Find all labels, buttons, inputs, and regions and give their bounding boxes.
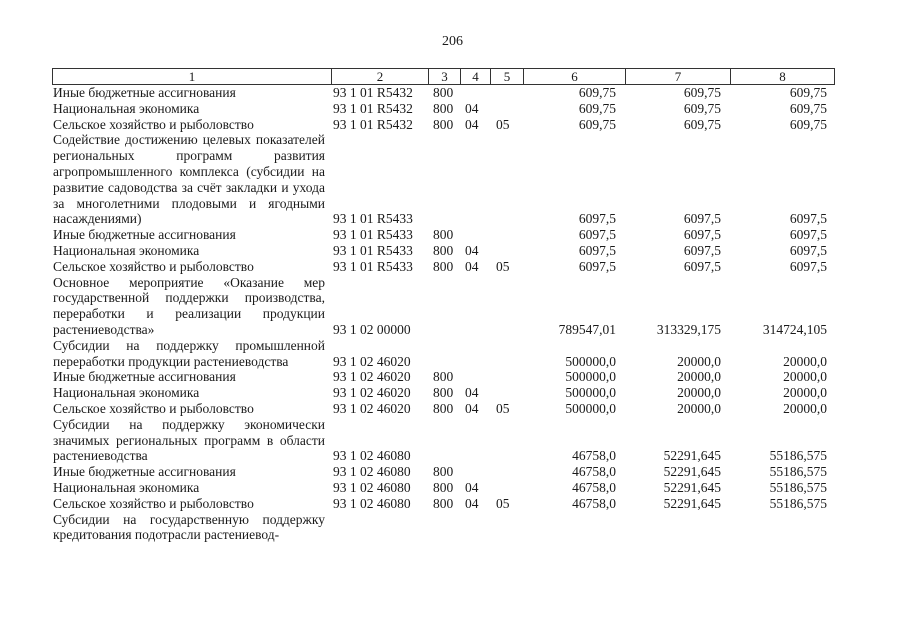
row-value-col-8: 314724,105 (762, 321, 827, 337)
row-value-col-7: 20000,0 (677, 369, 721, 385)
row-col-3: 800 (433, 400, 454, 416)
table-row (0, 275, 905, 338)
row-col-3: 800 (433, 242, 454, 258)
row-code: 93 1 02 46020 (333, 385, 411, 401)
row-value-col-7: 6097,5 (683, 211, 721, 227)
header-col-6: 6 (524, 69, 626, 84)
header-col-3: 3 (429, 69, 461, 84)
row-name: Национальная экономика (53, 479, 200, 495)
row-col-5: 05 (496, 400, 510, 416)
row-value-col-6: 609,75 (578, 116, 616, 132)
row-name: Сельское хозяйство и рыболовство (53, 258, 254, 274)
row-col-3: 800 (433, 85, 454, 100)
page-number: 206 (442, 34, 463, 49)
row-value-col-8: 55186,575 (769, 479, 827, 495)
row-col-5: 05 (496, 495, 510, 511)
table-row (0, 496, 905, 512)
row-code: 93 1 01 R5432 (333, 85, 413, 100)
row-col-3: 800 (433, 385, 454, 401)
table-row (0, 401, 905, 417)
row-col-3: 800 (433, 495, 454, 511)
row-col-3: 800 (433, 258, 454, 274)
row-value-col-6: 46758,0 (572, 479, 616, 495)
row-code: 93 1 01 R5432 (333, 116, 413, 132)
table-row (0, 417, 905, 464)
table-row (0, 243, 905, 259)
row-value-col-6: 500000,0 (565, 353, 616, 369)
header-col-1: 1 (53, 69, 332, 84)
row-value-col-8: 20000,0 (783, 400, 827, 416)
table-row (0, 464, 905, 480)
row-value-col-8: 6097,5 (789, 211, 827, 227)
row-value-col-6: 6097,5 (578, 227, 616, 243)
row-name: Субсидии на поддержку экономически значимых региональных программ в области растениеводства (53, 416, 325, 464)
row-value-col-7: 6097,5 (683, 242, 721, 258)
row-col-5: 05 (496, 116, 510, 132)
row-col-3: 800 (433, 116, 454, 132)
row-col-4: 04 (465, 100, 479, 116)
header-col-5: 5 (491, 69, 524, 84)
row-value-col-6: 6097,5 (578, 242, 616, 258)
table-header (52, 68, 835, 85)
row-col-4: 04 (465, 385, 479, 401)
row-col-4: 04 (465, 242, 479, 258)
row-value-col-7: 20000,0 (677, 353, 721, 369)
header-col-2: 2 (332, 69, 429, 84)
header-col-4: 4 (461, 69, 491, 84)
table-row (0, 117, 905, 133)
row-value-col-6: 789547,01 (558, 321, 616, 337)
row-value-col-7: 609,75 (683, 100, 721, 116)
row-name: Национальная экономика (53, 100, 200, 116)
table-row (0, 259, 905, 275)
row-value-col-7: 6097,5 (683, 227, 721, 243)
row-value-col-6: 46758,0 (572, 448, 616, 464)
row-code: 93 1 02 46020 (333, 353, 411, 369)
row-col-3: 800 (433, 100, 454, 116)
row-col-3: 800 (433, 369, 454, 385)
row-code: 93 1 02 46080 (333, 448, 411, 464)
row-name: Содействие достижению целевых показателей региональных программ развития агропромышленного комплекса (субсидии на развитие садоводства за счёт закладки и ухода за многолетними плодовыми и ягодными насаждениями) (53, 132, 325, 227)
row-code: 93 1 01 R5433 (333, 211, 413, 227)
row-value-col-6: 46758,0 (572, 495, 616, 511)
row-name: Иные бюджетные ассигнования (53, 85, 236, 100)
table-row (0, 338, 905, 370)
row-value-col-8: 20000,0 (783, 385, 827, 401)
row-value-col-8: 6097,5 (789, 242, 827, 258)
row-value-col-8: 55186,575 (769, 464, 827, 480)
row-code: 93 1 01 R5433 (333, 227, 413, 243)
row-code: 93 1 02 46020 (333, 400, 411, 416)
table-row (0, 385, 905, 401)
row-name: Иные бюджетные ассигнования (53, 464, 236, 480)
row-value-col-7: 609,75 (683, 116, 721, 132)
row-value-col-7: 313329,175 (656, 321, 721, 337)
row-code: 93 1 02 00000 (333, 321, 411, 337)
table-row (0, 132, 905, 227)
row-name: Субсидии на государственную поддержку кредитования подотрасли растениевод- (53, 511, 325, 543)
row-value-col-8: 20000,0 (783, 353, 827, 369)
row-name: Иные бюджетные ассигнования (53, 227, 236, 243)
row-name: Национальная экономика (53, 385, 200, 401)
row-value-col-8: 6097,5 (789, 258, 827, 274)
row-value-col-6: 500000,0 (565, 400, 616, 416)
row-value-col-6: 500000,0 (565, 369, 616, 385)
row-code: 93 1 02 46080 (333, 464, 411, 480)
table-row (0, 101, 905, 117)
row-value-col-6: 609,75 (578, 100, 616, 116)
row-name: Сельское хозяйство и рыболовство (53, 400, 254, 416)
row-name: Субсидии на поддержку промышленной переработки продукции растениеводства (53, 337, 325, 369)
row-value-col-6: 6097,5 (578, 211, 616, 227)
row-name: Сельское хозяйство и рыболовство (53, 495, 254, 511)
row-value-col-7: 20000,0 (677, 400, 721, 416)
row-code: 93 1 02 46080 (333, 479, 411, 495)
row-value-col-8: 55186,575 (769, 448, 827, 464)
row-value-col-7: 6097,5 (683, 258, 721, 274)
row-col-3: 800 (433, 227, 454, 243)
row-col-4: 04 (465, 495, 479, 511)
row-value-col-6: 609,75 (578, 85, 616, 100)
row-code: 93 1 01 R5432 (333, 100, 413, 116)
row-name: Основное мероприятие «Оказание мер государственной поддержки производства, переработки и реализации продукции растениеводства» (53, 274, 325, 337)
header-col-8: 8 (779, 69, 786, 84)
row-name: Иные бюджетные ассигнования (53, 369, 236, 385)
table-body (0, 85, 905, 543)
row-value-col-7: 609,75 (683, 85, 721, 100)
row-code: 93 1 02 46020 (333, 369, 411, 385)
row-code: 93 1 01 R5433 (333, 258, 413, 274)
row-col-4: 04 (465, 258, 479, 274)
table-row (0, 85, 905, 101)
row-value-col-8: 6097,5 (789, 227, 827, 243)
row-name: Сельское хозяйство и рыболовство (53, 116, 254, 132)
row-col-4: 04 (465, 116, 479, 132)
row-value-col-8: 20000,0 (783, 369, 827, 385)
row-col-4: 04 (465, 479, 479, 495)
row-value-col-7: 52291,645 (663, 495, 721, 511)
row-col-5: 05 (496, 258, 510, 274)
row-col-4: 04 (465, 400, 479, 416)
row-value-col-6: 46758,0 (572, 464, 616, 480)
row-value-col-8: 55186,575 (769, 495, 827, 511)
table-row (0, 369, 905, 385)
row-code: 93 1 01 R5433 (333, 242, 413, 258)
row-value-col-8: 609,75 (789, 116, 827, 132)
row-value-col-8: 609,75 (789, 85, 827, 100)
row-value-col-7: 52291,645 (663, 464, 721, 480)
row-value-col-7: 52291,645 (663, 479, 721, 495)
row-value-col-7: 52291,645 (663, 448, 721, 464)
table-row (0, 512, 905, 544)
row-value-col-6: 6097,5 (578, 258, 616, 274)
header-col-7: 7 (626, 69, 731, 84)
row-name: Национальная экономика (53, 242, 200, 258)
row-col-3: 800 (433, 464, 454, 480)
table-row (0, 227, 905, 243)
row-code: 93 1 02 46080 (333, 495, 411, 511)
row-value-col-7: 20000,0 (677, 385, 721, 401)
table-row (0, 480, 905, 496)
row-col-3: 800 (433, 479, 454, 495)
row-value-col-8: 609,75 (789, 100, 827, 116)
row-value-col-6: 500000,0 (565, 385, 616, 401)
